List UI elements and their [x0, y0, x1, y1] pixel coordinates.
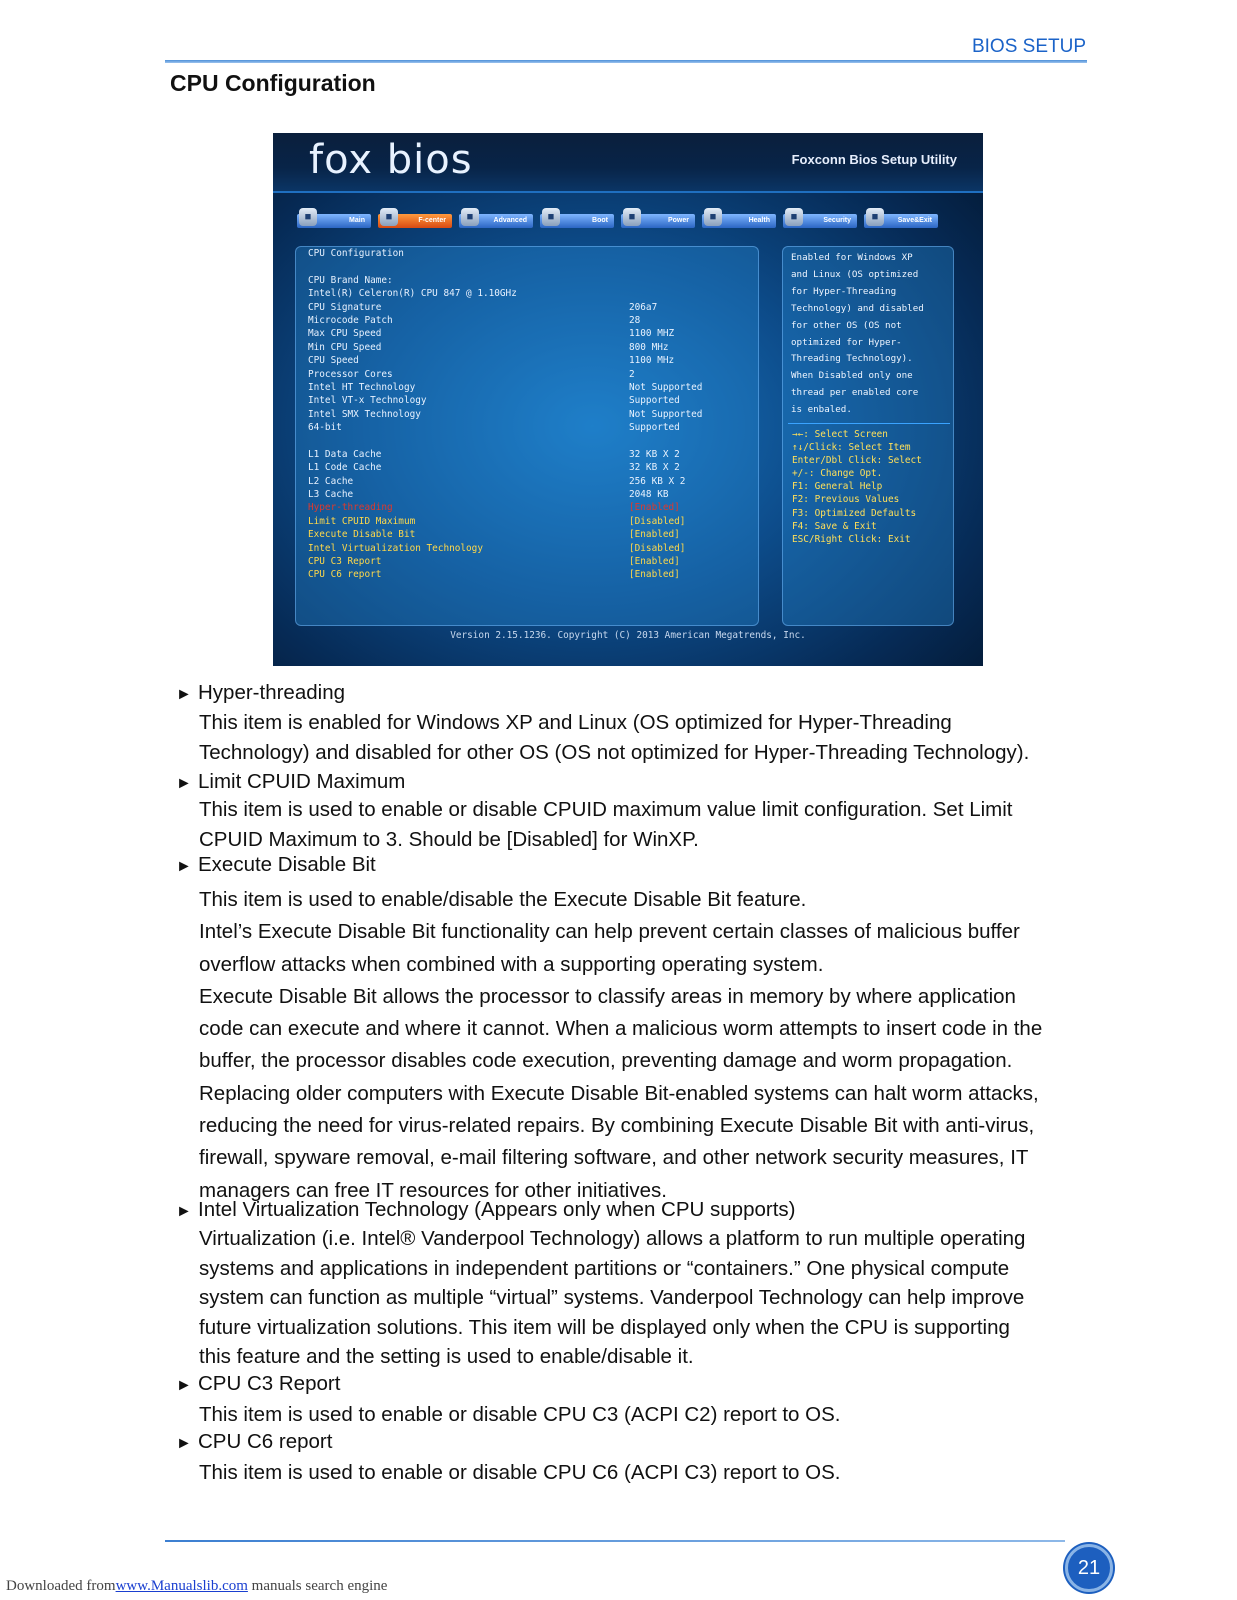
- bios-row-l2-cache: [308, 475, 728, 488]
- key-legend-line: F3: Optimized Defaults: [792, 507, 917, 519]
- tab-label: Main: [349, 217, 365, 224]
- setting-label: Intel SMX Technology: [308, 408, 421, 420]
- item-title-text: Intel Virtualization Technology (Appears only when CPU supports): [198, 1198, 796, 1221]
- key-legend-line: F1: General Help: [792, 481, 883, 493]
- tab-security[interactable]: [783, 211, 857, 228]
- description-line: buffer, the processor disables code execution, preventing damage and worm propagation.: [199, 1049, 1013, 1073]
- setting-label: L1 Code Cache: [308, 462, 382, 474]
- bullet-arrow-icon: ►: [176, 775, 192, 792]
- description-line: This item is used to enable or disable CPU C6 (ACPI C3) report to OS.: [199, 1461, 841, 1484]
- download-prefix: Downloaded from: [6, 1578, 116, 1594]
- description-line: Replacing older computers with Execute Disable Bit-enabled systems can halt worm attacks,: [199, 1081, 1039, 1105]
- setting-label: L3 Cache: [308, 489, 354, 501]
- item-title-cpu-c3-report: [176, 1372, 340, 1396]
- setting-label: Max CPU Speed: [308, 328, 382, 340]
- health-icon: ■: [704, 208, 722, 226]
- fox-bios-logo: fox bios: [309, 137, 473, 183]
- setting-value: Supported: [629, 422, 680, 434]
- help-line: When Disabled only one: [791, 370, 913, 382]
- setting-value: 1100 MHz: [629, 355, 675, 367]
- bios-row-intel-ht-technology: [308, 381, 728, 394]
- setting-label: Execute Disable Bit: [308, 529, 416, 541]
- download-notice: [6, 1578, 387, 1595]
- tab-label: Advanced: [493, 217, 527, 224]
- help-line: for other OS (OS not: [791, 319, 902, 331]
- item-title-text: CPU C6 report: [198, 1430, 333, 1453]
- item-description: [199, 1224, 1099, 1372]
- tab-power[interactable]: [621, 211, 695, 228]
- tab-label: Power: [667, 217, 689, 224]
- bullet-arrow-icon: ►: [176, 686, 192, 703]
- tab-main[interactable]: [297, 211, 371, 228]
- setting-value: Not Supported: [629, 408, 703, 420]
- item-title-text: CPU C3 Report: [198, 1372, 341, 1395]
- bios-screenshot: [273, 133, 983, 666]
- section-label: BIOS SETUP: [971, 36, 1086, 57]
- bios-row-l1-data-cache: [308, 448, 728, 461]
- bios-row-cpu-brand-name: [308, 274, 728, 287]
- bios-row-cpu-configuration: [308, 247, 728, 260]
- setting-label: Intel HT Technology: [308, 381, 416, 393]
- setting-label: L2 Cache: [308, 475, 354, 487]
- download-suffix: manuals search engine: [247, 1578, 388, 1594]
- tab-label: Security: [823, 217, 851, 224]
- description-line: This item is used to enable or disable CPU C3 (ACPI C2) report to OS.: [199, 1403, 841, 1426]
- help-divider: [788, 423, 950, 424]
- item-title-execute-disable-bit: [176, 853, 376, 877]
- setting-label: 64-bit: [308, 422, 342, 434]
- key-legend-line: ESC/Right Click: Exit: [792, 533, 911, 545]
- advanced-icon: ■: [461, 208, 479, 226]
- footer-rule: [165, 1540, 1065, 1542]
- item-title-text: Execute Disable Bit: [198, 853, 376, 876]
- manualslib-link[interactable]: www.Manualslib.com: [115, 1578, 248, 1594]
- description-line: Execute Disable Bit allows the processor to classify areas in memory by where application: [199, 984, 1016, 1008]
- item-title-text: Limit CPUID Maximum: [198, 770, 406, 793]
- description-line: overflow attacks when combined with a supporting operating system.: [199, 952, 824, 976]
- item-title-hyper-threading: [176, 681, 345, 705]
- setting-value: 1100 MHZ: [629, 328, 675, 340]
- item-description: [199, 1458, 1099, 1488]
- bios-row-intel-smx-technology: [308, 408, 728, 421]
- help-line: Technology) and disabled: [791, 302, 924, 314]
- bullet-arrow-icon: ►: [176, 1435, 192, 1452]
- save-exit-icon: ■: [866, 208, 884, 226]
- setting-label: CPU Brand Name:: [308, 274, 393, 286]
- bios-tab-bar: [297, 210, 957, 230]
- description-line: reducing the need for virus-related repairs. By combining Execute Disable Bit with anti-virus,: [199, 1114, 1035, 1138]
- setting-value: Supported: [629, 395, 680, 407]
- bios-version-footer: Version 2.15.1236. Copyright (C) 2013 American Megatrends, Inc.: [450, 630, 806, 641]
- help-line: is enbaled.: [791, 404, 852, 416]
- key-legend-line: +/-: Change Opt.: [792, 468, 883, 480]
- description-line: Virtualization (i.e. Intel® Vanderpool Technology) allows a platform to run multiple operating: [199, 1227, 1026, 1250]
- security-icon: ■: [785, 208, 803, 226]
- page-number: 21: [1065, 1544, 1113, 1592]
- setting-label: Hyper-threading: [308, 502, 393, 514]
- setting-value: 28: [629, 314, 641, 326]
- setting-value: 206a7: [629, 301, 658, 313]
- item-description: [199, 1400, 1099, 1430]
- bios-row-limit-cpuid-maximum[interactable]: [308, 515, 728, 528]
- bios-help-text: [791, 250, 951, 419]
- bios-row-cpu-c3-report[interactable]: [308, 555, 728, 568]
- help-line: optimized for Hyper-: [791, 336, 902, 348]
- bios-row-64-bit: [308, 421, 728, 434]
- bios-row-microcode-patch: [308, 314, 728, 327]
- setting-value: 256 KB X 2: [629, 475, 686, 487]
- key-legend-line: ↑↓/Click: Select Item: [792, 442, 911, 454]
- setting-value: 32 KB X 2: [629, 462, 680, 474]
- setting-value: [Enabled]: [629, 569, 680, 581]
- description-line: CPUID Maximum to 3. Should be [Disabled] for WinXP.: [199, 827, 699, 851]
- setting-label: Limit CPUID Maximum: [308, 515, 416, 527]
- description-line: Technology) and disabled for other OS (OS not optimized for Hyper-Threading Technology).: [199, 740, 1030, 764]
- description-line: Intel’s Execute Disable Bit functionality can help prevent certain classes of malicious buffer: [199, 920, 1020, 944]
- help-line: Enabled for Windows XP: [791, 252, 913, 263]
- bios-row-cpu-c6-report[interactable]: [308, 568, 728, 581]
- description-line: This item is used to enable or disable CPUID maximum value limit configuration. Set Limit: [199, 798, 1013, 821]
- tab-advanced[interactable]: [459, 211, 533, 228]
- setting-value: Not Supported: [629, 381, 703, 393]
- bios-row-max-cpu-speed: [308, 327, 728, 340]
- item-description: [199, 708, 1099, 767]
- tab-save-exit[interactable]: [864, 211, 938, 228]
- description-line: firewall, spyware removal, e-mail filtering software, and other network security measures, IT: [199, 1146, 1029, 1170]
- item-title-text: Hyper-threading: [198, 681, 345, 704]
- bios-row-hyper-threading[interactable]: [308, 501, 728, 514]
- item-description: [199, 795, 1099, 854]
- bios-top-bar: [273, 133, 983, 193]
- description-line: this feature and the setting is used to enable/disable it.: [199, 1345, 694, 1369]
- setting-label: Intel Virtualization Technology: [308, 542, 483, 554]
- setting-value: 800 MHz: [629, 341, 669, 353]
- bios-row-cpu-speed: [308, 354, 728, 367]
- tab-label: Health: [748, 217, 770, 224]
- setting-label: CPU Signature: [308, 301, 382, 313]
- bios-row-cpu-signature: [308, 301, 728, 314]
- description-line: future virtualization solutions. This item will be displayed only when the CPU is supporting: [199, 1315, 1010, 1339]
- setting-value: [Enabled]: [629, 529, 680, 541]
- tab-boot[interactable]: [540, 211, 614, 228]
- description-line: This item is used to enable/disable the Execute Disable Bit feature.: [199, 888, 807, 911]
- bios-row-l3-cache: [308, 488, 728, 501]
- key-legend-line: Enter/Dbl Click: Select: [792, 455, 922, 467]
- header-rule: [165, 60, 1087, 63]
- setting-label: Intel VT-x Technology: [308, 395, 427, 407]
- bios-row-spacer: [308, 434, 728, 447]
- setting-value: 2: [629, 368, 635, 380]
- bios-row-intel-vt-x-technology: [308, 394, 728, 407]
- main-icon: ■: [299, 208, 317, 226]
- setting-label: L1 Data Cache: [308, 448, 382, 460]
- setting-label: CPU Speed: [308, 355, 359, 367]
- tab-label: Boot: [592, 217, 608, 224]
- help-line: and Linux (OS optimized: [791, 268, 919, 280]
- tab-f-center[interactable]: [378, 211, 452, 228]
- bios-settings-list: [308, 247, 728, 582]
- f-center-icon: ■: [380, 208, 398, 226]
- setting-label: CPU C3 Report: [308, 555, 382, 567]
- setting-label: Processor Cores: [308, 368, 393, 380]
- setting-label: CPU Configuration: [308, 248, 404, 259]
- setting-label: Intel(R) Celeron(R) CPU 847 @ 1.10GHz: [308, 288, 517, 300]
- bios-row-min-cpu-speed: [308, 341, 728, 354]
- setting-label: Min CPU Speed: [308, 341, 382, 353]
- bios-key-legend: [792, 428, 952, 546]
- help-line: Threading Technology).: [791, 353, 913, 365]
- page-title: CPU Configuration: [170, 70, 376, 96]
- setting-value: [Disabled]: [629, 515, 686, 527]
- help-line: thread per enabled core: [791, 387, 919, 399]
- setting-label: CPU C6 report: [308, 569, 382, 581]
- description-line: code can execute and where it cannot. When a malicious worm attempts to insert code in the: [199, 1017, 1043, 1041]
- item-title-intel-virtualization-technology-appears-: [176, 1198, 795, 1222]
- item-title-limit-cpuid-maximum: [176, 770, 405, 794]
- bios-row-l1-code-cache: [308, 461, 728, 474]
- key-legend-line: →←: Select Screen: [792, 429, 888, 440]
- description-line: This item is enabled for Windows XP and Linux (OS optimized for Hyper-Threading: [199, 711, 952, 734]
- setting-value: [Enabled]: [629, 555, 680, 567]
- item-description: [199, 884, 1099, 1207]
- bios-row-intel-virtualization-technology[interactable]: [308, 542, 728, 555]
- description-line: managers can free IT resources for other initiatives.: [199, 1178, 667, 1202]
- setting-value: [Disabled]: [629, 542, 686, 554]
- bios-row-spacer: [308, 260, 728, 273]
- bios-row-intel-r-celeron-r-cpu-847-1-10ghz: [308, 287, 728, 300]
- tab-health[interactable]: [702, 211, 776, 228]
- tab-label: Save&Exit: [897, 217, 932, 224]
- bullet-arrow-icon: ►: [176, 858, 192, 875]
- boot-icon: ■: [542, 208, 560, 226]
- description-line: systems and applications in independent partitions or “containers.” One physical compute: [199, 1256, 1010, 1280]
- description-line: system can function as multiple “virtual” systems. Vanderpool Technology can help improve: [199, 1286, 1025, 1310]
- bios-utility-title: Foxconn Bios Setup Utility: [791, 152, 957, 167]
- setting-value: 32 KB X 2: [629, 448, 680, 460]
- power-icon: ■: [623, 208, 641, 226]
- bios-row-processor-cores: [308, 368, 728, 381]
- bullet-arrow-icon: ►: [176, 1377, 192, 1394]
- bullet-arrow-icon: ►: [176, 1203, 192, 1220]
- help-line: for Hyper-Threading: [791, 285, 897, 297]
- setting-value: 2048 KB: [629, 489, 669, 501]
- key-legend-line: F2: Previous Values: [792, 494, 900, 506]
- bios-row-execute-disable-bit[interactable]: [308, 528, 728, 541]
- item-title-cpu-c6-report: [176, 1430, 332, 1454]
- tab-label: F-center: [418, 217, 446, 224]
- setting-label: Microcode Patch: [308, 314, 393, 326]
- setting-value: [Enabled]: [629, 502, 680, 514]
- key-legend-line: F4: Save & Exit: [792, 520, 877, 532]
